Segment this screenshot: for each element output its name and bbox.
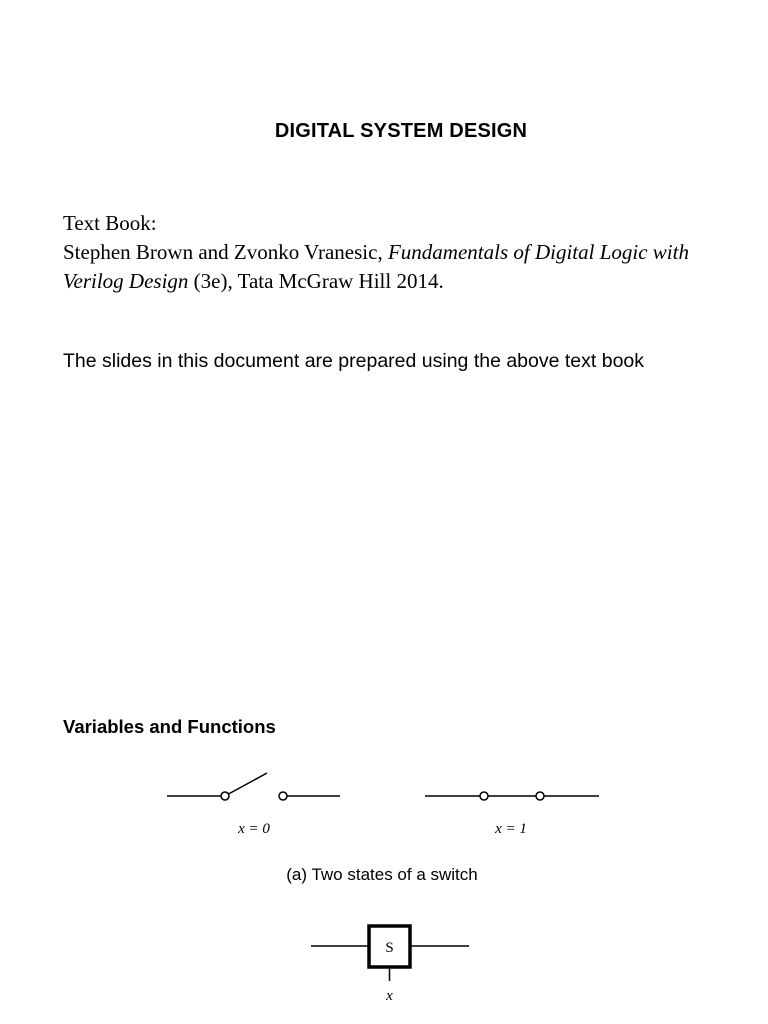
switch-symbol-input-label: x <box>386 988 393 1004</box>
textbook-edition-publisher: (3e), Tata McGraw Hill 2014. <box>193 269 444 293</box>
textbook-book-title: Fundamentals of Digital Logic with Verilog Design <box>63 240 689 293</box>
textbook-reference <box>63 209 703 296</box>
switch-closed-left-contact <box>480 792 488 800</box>
switch-open <box>167 773 340 800</box>
switch-figure <box>0 760 768 1024</box>
switch-open-left-contact <box>221 792 229 800</box>
source-note: The slides in this document are prepared using the above text book <box>63 350 645 372</box>
section-heading: Variables and Functions <box>63 716 276 737</box>
switch-open-right-contact <box>279 792 287 800</box>
switch-closed-label: x = 1 <box>495 821 527 837</box>
switch-closed <box>425 792 599 800</box>
figure-caption-a: (a) Two states of a switch <box>286 865 478 884</box>
textbook-citation <box>63 238 703 296</box>
textbook-authors: Stephen Brown and Zvonko Vranesic, <box>63 240 383 264</box>
switch-symbol-letter: S <box>385 940 394 956</box>
textbook-heading: Text Book: <box>63 211 157 235</box>
switch-open-label: x = 0 <box>238 821 270 837</box>
switch-open-blade <box>229 773 268 794</box>
page-title: DIGITAL SYSTEM DESIGN <box>274 120 528 142</box>
switch-closed-right-contact <box>536 792 544 800</box>
